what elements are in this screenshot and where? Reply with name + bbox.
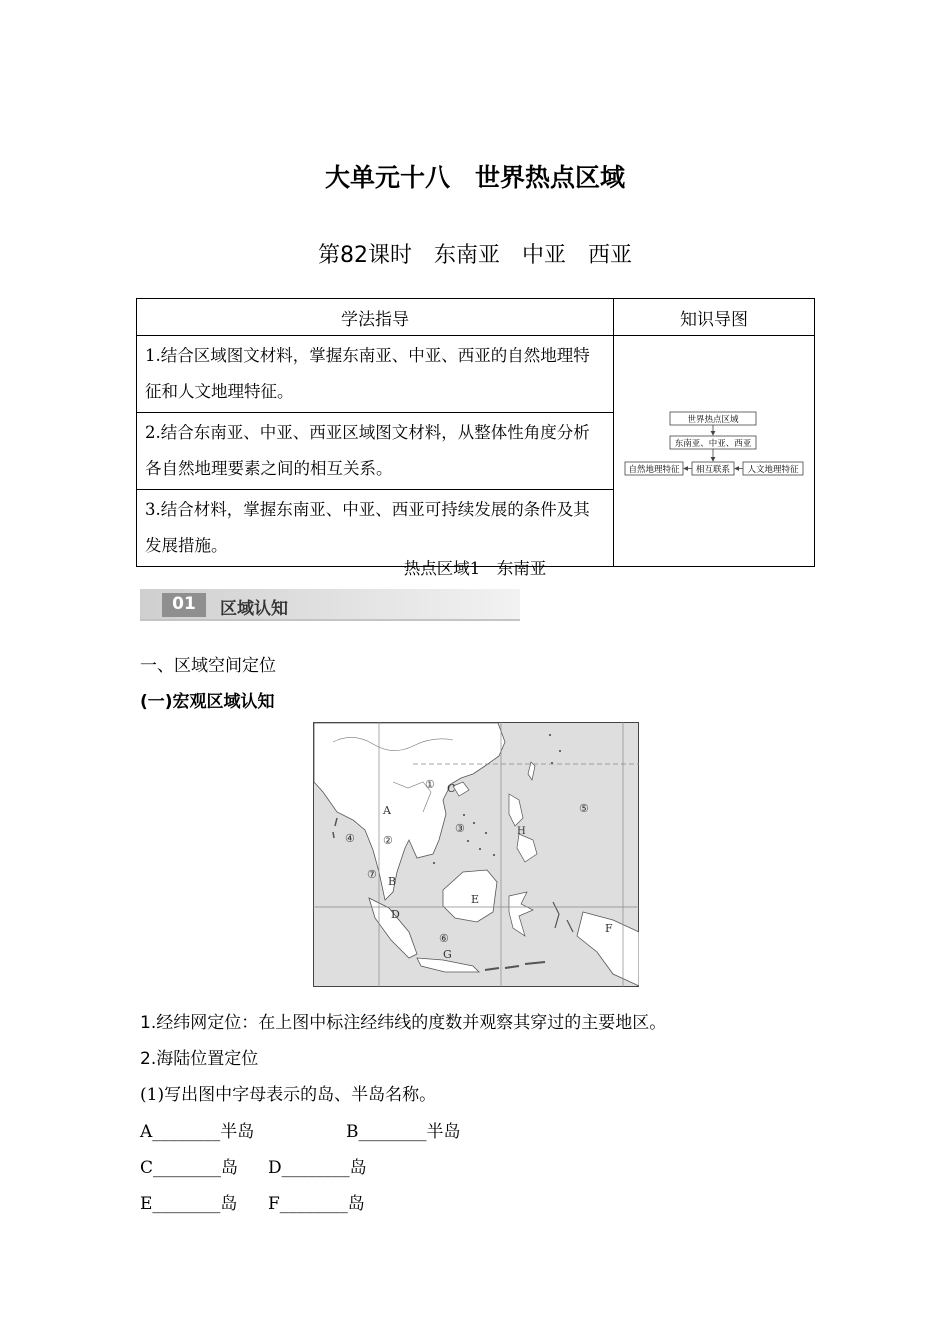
- map-label-g: G: [443, 948, 452, 961]
- question-2-label: 2.海陆位置定位: [140, 1049, 259, 1069]
- blank-d: D________岛: [268, 1158, 367, 1178]
- map-label-e: E: [471, 893, 480, 906]
- blank-c: C________岛: [140, 1158, 239, 1178]
- heading-macro-region: (一)宏观区域认知: [140, 692, 275, 712]
- guide-table: [136, 298, 815, 567]
- svg-text:H: H: [517, 826, 526, 837]
- guide-row-3: 3.结合材料，掌握东南亚、中亚、西亚可持续发展的条件及其发展措施。: [137, 490, 614, 567]
- guide-row-1: 1.结合区域图文材料，掌握东南亚、中亚、西亚的自然地理特征和人文地理特征。: [137, 336, 614, 413]
- map-label-c: C: [447, 782, 456, 795]
- table-header-mindmap: 知识导图: [614, 299, 815, 336]
- blank-b: B________半岛: [346, 1122, 461, 1142]
- map-label-1: ①: [425, 778, 435, 791]
- map-label-5: ⑤: [579, 802, 589, 815]
- section-banner: [140, 589, 520, 621]
- question-1-text: 在上图中标注经纬线的度数并观察其穿过的主要地区。: [258, 1013, 667, 1033]
- lesson-subtitle: 第82课时 东南亚 中亚 西亚: [318, 243, 632, 268]
- question-1: [140, 1008, 666, 1033]
- section-title: 区域认知: [220, 599, 288, 619]
- blank-e: E________岛: [140, 1194, 238, 1214]
- map-label-a: A: [383, 804, 391, 817]
- map-label-2: ②: [383, 834, 393, 847]
- question-1-label: 1.经纬网定位：: [140, 1013, 259, 1033]
- map-label-f: F: [605, 922, 613, 935]
- mindmap-diagram: [615, 344, 813, 558]
- table-header-method: 学法指导: [137, 299, 614, 336]
- map-label-3: ③: [455, 822, 465, 835]
- mindmap-middle-text: 东南亚、中亚、西亚: [674, 439, 752, 449]
- map-label-b: B: [388, 875, 397, 888]
- mindmap-left-text: 自然地理特征: [628, 465, 680, 475]
- page-title: 大单元十八 世界热点区域: [324, 163, 625, 192]
- blank-a: A________半岛: [140, 1122, 255, 1142]
- map-label-7: ⑦: [367, 868, 377, 881]
- mindmap-top-text: 世界热点区域: [687, 415, 739, 425]
- mindmap-right-text: 人文地理特征: [747, 465, 799, 475]
- southeast-asia-map: [313, 722, 639, 987]
- heading-spatial-location: 一、区域空间定位: [140, 656, 276, 676]
- map-label-6: ⑥: [439, 932, 449, 945]
- blank-f: F________岛: [268, 1194, 365, 1214]
- mindmap-center-text: 相互联系: [695, 465, 731, 475]
- map-label-d: D: [391, 908, 400, 921]
- region-caption: 热点区域1 东南亚: [403, 559, 547, 578]
- question-2-1: (1)写出图中字母表示的岛、半岛名称。: [140, 1085, 437, 1105]
- map-label-4: ④: [345, 832, 355, 845]
- guide-row-2: 2.结合东南亚、中亚、西亚区域图文材料，从整体性角度分析各自然地理要素之间的相互关系。: [137, 413, 614, 490]
- section-number: 01: [172, 594, 196, 614]
- mindmap-cell: [614, 336, 815, 567]
